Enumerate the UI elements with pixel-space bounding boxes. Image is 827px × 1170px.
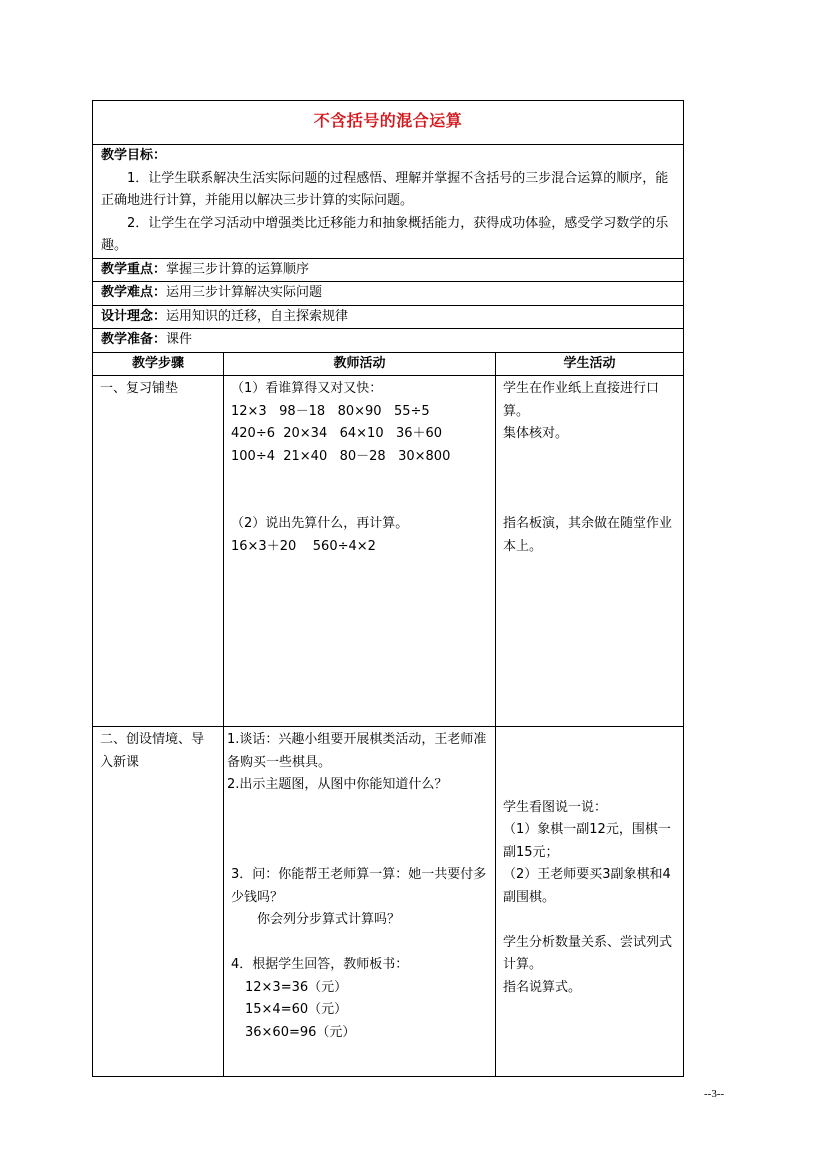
key-point-text: 掌握三步计算的运算顺序 bbox=[166, 261, 310, 277]
review-exercise-line: 420÷6 20×34 64×10 36＋60 bbox=[231, 426, 443, 441]
student-note: 学生看图说一说： bbox=[503, 799, 608, 815]
lesson-plan-table bbox=[92, 100, 684, 1077]
column-header-teacher: 教师活动 bbox=[224, 352, 496, 376]
title-cell bbox=[93, 101, 684, 145]
student-note: 学生分析数量关系、尝试列式计算。 bbox=[503, 934, 673, 972]
teacher-step-1: 1.谈话：兴趣小组要开展棋类活动，王老师准备购买一些棋具。 bbox=[227, 732, 487, 770]
preparation-text: 课件 bbox=[166, 332, 193, 347]
teacher-step-3-followup: 你会列分步算式计算吗？ bbox=[257, 912, 401, 927]
column-header-step: 教学步骤 bbox=[93, 352, 224, 376]
difficulty-text: 运用三步计算解决实际问题 bbox=[166, 285, 323, 300]
table-row bbox=[93, 376, 684, 727]
objectives-label: 教学目标： bbox=[101, 148, 167, 163]
key-point-label: 教学重点： bbox=[101, 261, 167, 277]
student-note: （1）象棋一副12元，围棋一副15元； bbox=[503, 822, 671, 860]
step-introduction: 二、创设情境、导入新课 bbox=[93, 727, 224, 1077]
teacher-step-4: 4．根据学生回答，教师板书： bbox=[231, 957, 409, 972]
difficulty-label: 教学难点： bbox=[101, 285, 167, 300]
board-equation: 36×60=96（元） bbox=[245, 1024, 356, 1040]
student-note: 指名说算式。 bbox=[503, 979, 582, 995]
student-activity-introduction bbox=[496, 727, 684, 1077]
board-equation: 15×4=60（元） bbox=[245, 1002, 348, 1017]
student-activity-review bbox=[496, 376, 684, 727]
review-exercise-line: 12×3 98－18 80×90 55÷5 bbox=[231, 403, 430, 419]
student-note: 集体核对。 bbox=[503, 426, 569, 441]
key-point-cell bbox=[93, 258, 684, 282]
teacher-activity-introduction bbox=[224, 727, 496, 1077]
concept-text: 运用知识的迁移，自主探索规律 bbox=[166, 308, 349, 324]
step-review: 一、复习铺垫 bbox=[93, 376, 224, 727]
difficulty-cell bbox=[93, 282, 684, 306]
column-header-student: 学生活动 bbox=[496, 352, 684, 376]
page-number: --3-- bbox=[704, 1088, 725, 1100]
student-note: 学生在作业纸上直接进行口算。 bbox=[503, 381, 660, 419]
objective-item-2: 2．让学生在学习活动中增强类比迁移能力和抽象概括能力，获得成功体验，感受学习数学的乐趣。 bbox=[101, 215, 669, 253]
lesson-title: 不含括号的混合运算 bbox=[313, 111, 463, 131]
review-exercise-line: 16×3＋20 560÷4×2 bbox=[231, 538, 376, 554]
board-equation: 12×3=36（元） bbox=[245, 979, 348, 995]
teacher-step-3: 3．问：你能帮王老师算一算：她一共要付多少钱吗？ bbox=[231, 867, 487, 905]
review-exercise-line: 100÷4 21×40 80－28 30×800 bbox=[231, 448, 451, 464]
table-row bbox=[93, 727, 684, 1077]
concept-label: 设计理念： bbox=[101, 308, 167, 324]
student-note: 指名板演，其余做在随堂作业本上。 bbox=[503, 516, 673, 554]
teacher-activity-review bbox=[224, 376, 496, 727]
preparation-cell bbox=[93, 329, 684, 353]
objective-item-1: 1．让学生联系解决生活实际问题的过程感悟、理解并掌握不含括号的三步混合运算的顺序，能正确地进行计算，并能用以解决三步计算的实际问题。 bbox=[101, 170, 669, 208]
concept-cell bbox=[93, 305, 684, 329]
review-question-1: （1）看谁算得又对又快： bbox=[231, 381, 383, 396]
review-question-2: （2）说出先算什么，再计算。 bbox=[231, 516, 409, 531]
teacher-step-2: 2.出示主题图，从图中你能知道什么？ bbox=[227, 777, 448, 792]
student-note: （2）王老师要买3副象棋和4副围棋。 bbox=[503, 867, 671, 905]
objectives-cell bbox=[93, 145, 684, 259]
preparation-label: 教学准备： bbox=[101, 332, 167, 347]
